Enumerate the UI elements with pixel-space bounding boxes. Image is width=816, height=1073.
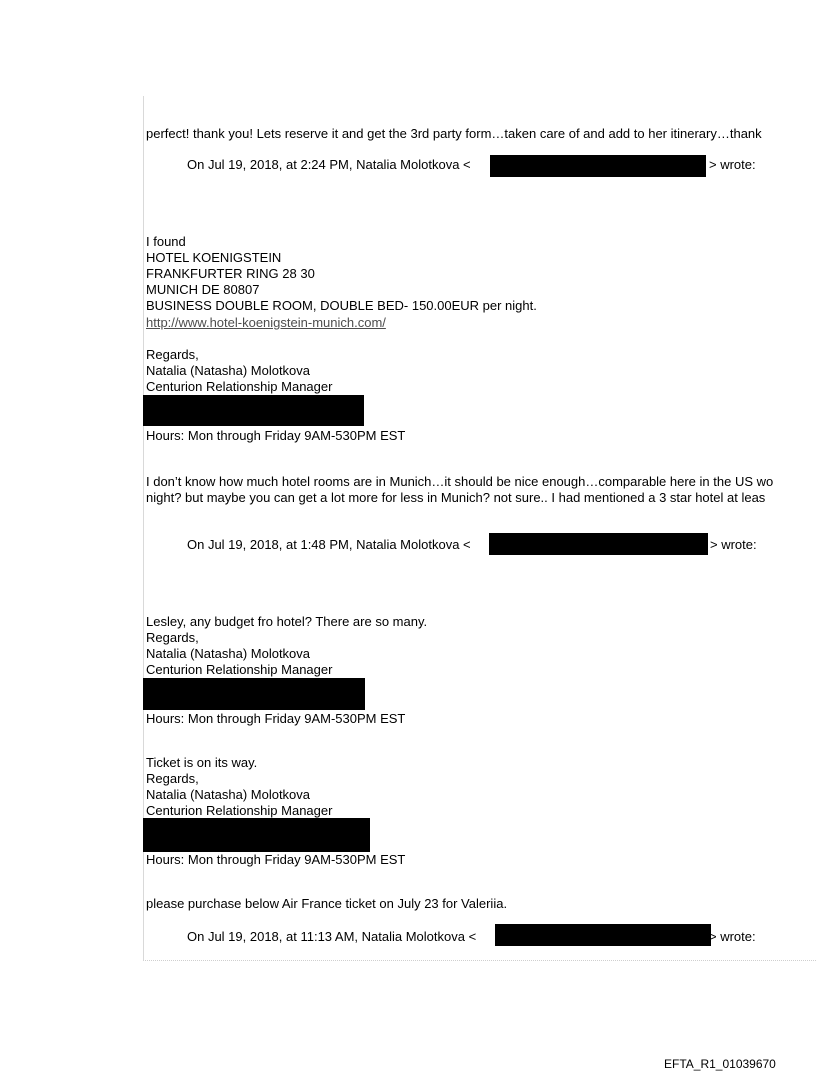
message-line: Lesley, any budget fro hotel? There are so many.	[146, 614, 428, 629]
signature-hours: Hours: Mon through Friday 9AM-530PM EST	[146, 428, 406, 443]
quote-header-suffix: > wrote:	[709, 929, 756, 944]
message-line: I found	[146, 234, 186, 249]
quote-header-prefix: On Jul 19, 2018, at 1:48 PM, Natalia Molotkova <	[187, 537, 471, 552]
signature-hours: Hours: Mon through Friday 9AM-530PM EST	[146, 711, 406, 726]
signature-title: Centurion Relationship Manager	[146, 803, 333, 818]
signature-title: Centurion Relationship Manager	[146, 662, 333, 677]
reply-text: perfect! thank you! Lets reserve it and get the 3rd party form…taken care of and add to her itinerary…thank	[146, 126, 762, 141]
reply-text: please purchase below Air France ticket on July 23 for Valeriia.	[146, 896, 508, 911]
redaction-box	[143, 818, 370, 852]
quote-header-prefix: On Jul 19, 2018, at 11:13 AM, Natalia Molotkova <	[187, 929, 477, 944]
reply-text: I don’t know how much hotel rooms are in Munich…it should be nice enough…comparable here in the US wo	[146, 474, 774, 489]
quote-header-suffix: > wrote:	[709, 157, 756, 172]
signature-regards: Regards,	[146, 771, 199, 786]
message-line: FRANKFURTER RING 28 30	[146, 266, 315, 281]
hotel-link[interactable]: http://www.hotel-koenigstein-munich.com/	[146, 315, 386, 330]
message-line: MUNICH DE 80807	[146, 282, 260, 297]
reply-text: night? but maybe you can get a lot more for less in Munich? not sure.. I had mentioned a 3 star hotel at leas	[146, 490, 766, 505]
signature-name: Natalia (Natasha) Molotkova	[146, 787, 311, 802]
signature-regards: Regards,	[146, 347, 199, 362]
signature-hours: Hours: Mon through Friday 9AM-530PM EST	[146, 852, 406, 867]
signature-title: Centurion Relationship Manager	[146, 379, 333, 394]
redaction-box	[143, 678, 365, 710]
signature-name: Natalia (Natasha) Molotkova	[146, 363, 311, 378]
signature-regards: Regards,	[146, 630, 199, 645]
redaction-box	[490, 155, 706, 177]
quote-header-prefix: On Jul 19, 2018, at 2:24 PM, Natalia Molotkova <	[187, 157, 471, 172]
redaction-box	[495, 924, 711, 946]
redaction-box	[489, 533, 708, 555]
quote-header-suffix: > wrote:	[710, 537, 757, 552]
signature-name: Natalia (Natasha) Molotkova	[146, 646, 311, 661]
message-line: BUSINESS DOUBLE ROOM, DOUBLE BED- 150.00EUR per night.	[146, 298, 537, 313]
redaction-box	[143, 395, 364, 426]
message-line: HOTEL KOENIGSTEIN	[146, 250, 282, 265]
bates-number: EFTA_R1_01039670	[664, 1057, 776, 1071]
message-line: Ticket is on its way.	[146, 755, 258, 770]
